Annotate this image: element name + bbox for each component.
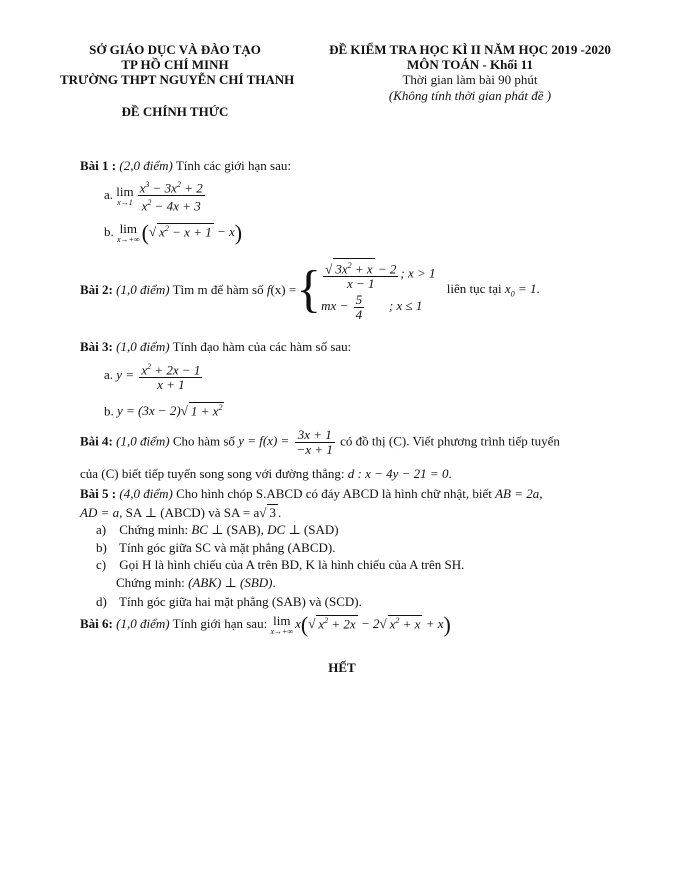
exam-duration-note: (Không tính thời gian phát đề ) (388, 88, 552, 103)
problem-1b-formula: lim x→+∞ (√ $x^2 - x + 1 - x$) (117, 220, 243, 245)
problem-2-piecewise: $\frac{√ 3x^2 + x - 2}{x - 1}$ ; x > 1 mx − $\frac{5}{4}$ ; x ≤ 1 (321, 258, 435, 322)
problem-5-points: (4,0 điểm) (119, 486, 173, 501)
problem-4-line2-text: của (C) biết tiếp tuyến song song với đường thẳng: (80, 466, 345, 481)
city-name: TP HỒ CHÍ MINH (121, 57, 229, 72)
problem-2-suffix: liên tục tại (446, 281, 502, 297)
problem-1-heading (80, 158, 291, 174)
problem-3a (104, 360, 204, 392)
problem-3b-label: b. (104, 403, 114, 419)
problem-1b-label: b. (104, 223, 114, 239)
problem-5-line2: AD = a, SA ⊥ (ABCD) và SA = a√ 3 . (80, 505, 282, 520)
problem-5d-text: Tính góc giữa hai mặt phẳng (SAB) và (SCD). (119, 594, 362, 609)
problem-6-prompt: Tính giới hạn sau: (172, 615, 268, 631)
exam-duration: Thời gian làm bài 90 phút (402, 72, 538, 87)
problem-5c-text2: Chứng minh: (116, 575, 185, 590)
school-name: TRƯỜNG THPT NGUYỄN CHÍ THANH (60, 72, 295, 87)
problem-6-label: Bài 6: (80, 615, 113, 631)
problem-2-points: (1,0 điểm) (116, 281, 170, 297)
problem-5-prompt: Cho hình chóp S.ABCD có đáy ABCD là hình chữ nhật, biết (176, 486, 492, 501)
exam-subject: MÔN TOÁN - Khối 11 (407, 57, 533, 72)
problem-5d (96, 594, 362, 610)
problem-2-label: Bài 2: (80, 281, 113, 297)
problem-5c (96, 557, 464, 573)
problem-3a-label: a. (104, 367, 114, 383)
problem-1a (104, 178, 207, 214)
problem-5c-text: Gọi H là hình chiếu của A trên BD, K là hình chiếu của A trên SH. (119, 557, 465, 572)
problem-1-prompt: Tính các giới hạn sau: (175, 158, 291, 173)
department-name: SỞ GIÁO DỤC VÀ ĐÀO TẠO (89, 42, 261, 57)
problem-4-suffix: có đồ thị (C). Viết phương trình tiếp tuyến (340, 433, 560, 449)
problem-2-prompt: Tìm m để hàm số (172, 281, 264, 297)
problem-4-line2: của (C) biết tiếp tuyến song song với đường thẳng: d : x − 4y − 21 = 0. (80, 466, 452, 481)
problem-3-prompt: Tính đạo hàm của các hàm số sau: (172, 339, 352, 354)
problem-5-line1: Bài 5 : (4,0 điểm) Cho hình chóp S.ABCD có đáy ABCD là hình chữ nhật, biết AB = 2a, (80, 486, 543, 501)
problem-5a-text: Chứng minh: (119, 522, 189, 537)
problem-5a: a) Chứng minh: BC ⊥ (SAB), DC ⊥ (SAD) (96, 522, 339, 537)
problem-6 (80, 614, 451, 636)
problem-3b-formula: y = (3x − 2)√ $1 + x^2$ (117, 403, 223, 419)
problem-1-points: (2,0 điểm) (119, 158, 173, 173)
problem-6-points: (1,0 điểm) (116, 615, 170, 631)
problem-4-line-equation: d : x − 4y − 21 = 0 (347, 466, 449, 481)
problem-1a-formula: lim x→1 $\frac{x^3 - 3x^2 + 2}{x^2 - 4x + 3}$ (116, 180, 203, 214)
problem-4-prompt: Cho hàm số (172, 433, 235, 449)
problem-1a-label: a. (104, 186, 114, 202)
problem-6-formula: lim x→+∞ x(√ $x^2 + 2x - 2√$ $x^2 + x + x$) (270, 612, 451, 637)
problem-5d-label: d) (96, 594, 107, 609)
problem-3-heading (80, 339, 351, 355)
problem-3a-formula: y = $\frac{x^2 + 2x - 1}{x + 1}$ (116, 362, 201, 393)
problem-5b-label: b) (96, 540, 107, 555)
problem-5b-text: Tính góc giữa SC và mặt phẳng (ABCD). (119, 540, 336, 555)
problem-5c-line2: Chứng minh: (ABK) ⊥ (SBD). (116, 575, 276, 590)
official-label: ĐỀ CHÍNH THỨC (121, 104, 229, 119)
exam-title: ĐỀ KIỂM TRA HỌC KÌ II NĂM HỌC 2019 -2020 (329, 42, 611, 57)
end-marker: HẾT (328, 660, 356, 675)
problem-4-line1 (80, 428, 560, 457)
problem-1-label: Bài 1 : (80, 158, 117, 173)
problem-1b (104, 222, 242, 244)
problem-3b (104, 402, 224, 419)
problem-4-function: y = f(x) = $\frac{3x + 1}{-x + 1}$ (238, 427, 333, 457)
problem-5c-label: c) (96, 557, 107, 572)
problem-4-points: (1,0 điểm) (116, 433, 170, 449)
problem-5-label: Bài 5 : (80, 486, 117, 501)
problem-4-label: Bài 4: (80, 433, 113, 449)
problem-5a-label: a) (96, 522, 107, 537)
problem-5b (96, 540, 335, 556)
problem-3-label: Bài 3: (80, 339, 113, 354)
problem-2: Bài 2: (1,0 điểm) Tìm m để hàm số f(x) ={ $\frac{√ 3x^2 + x - 2}{x - 1}$ ; x > 1 mx − $\frac{5}{4}$ ; x ≤ 1 liên tục tại $x_0 = 1$. (80, 258, 540, 322)
problem-3-points: (1,0 điểm) (116, 339, 170, 354)
